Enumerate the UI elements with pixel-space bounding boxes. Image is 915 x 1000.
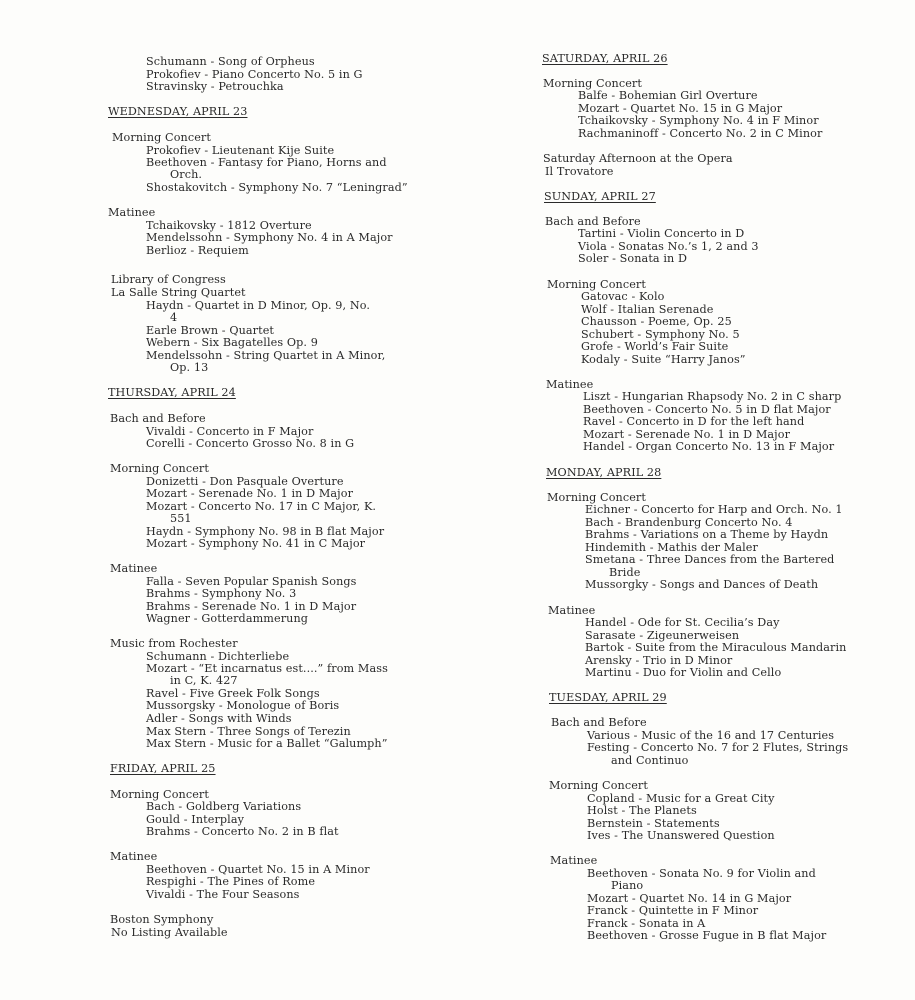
- program-line: Prokofiev - Piano Concerto No. 5 in G: [146, 68, 363, 81]
- section-heading: Bach and Before: [110, 412, 206, 425]
- program-line: Smetana - Three Dances from the Bartered: [585, 553, 835, 566]
- program-line: Beethoven - Fantasy for Piano, Horns and: [146, 156, 387, 169]
- program-line: Corelli - Concerto Grosso No. 8 in G: [146, 437, 355, 450]
- section-heading: Boston Symphony: [110, 913, 214, 926]
- program-line: Soler - Sonata in D: [578, 252, 688, 265]
- program-line: Wolf - Italian Serenade: [581, 303, 714, 316]
- program-line: Gould - Interplay: [146, 813, 245, 826]
- program-line: Respighi - The Pines of Rome: [146, 875, 316, 888]
- program-line-continuation: Op. 13: [170, 361, 209, 374]
- program-line: Brahms - Concerto No. 2 in B flat: [146, 825, 339, 838]
- program-line: Prokofiev - Lieutenant Kije Suite: [146, 144, 335, 157]
- program-line: Mussorgky - Songs and Dances of Death: [585, 578, 819, 591]
- program-line: Handel - Organ Concerto No. 13 in F Major: [583, 440, 835, 453]
- date-heading: WEDNESDAY, APRIL 23: [108, 105, 248, 118]
- program-line: Mozart - Quartet No. 15 in G Major: [578, 102, 783, 115]
- program-line: Gatovac - Kolo: [581, 290, 665, 303]
- program-line: Chausson - Poeme, Op. 25: [581, 315, 732, 328]
- section-heading: No Listing Available: [111, 926, 228, 939]
- section-heading: Matinee: [110, 850, 158, 863]
- program-line: Festing - Concerto No. 7 for 2 Flutes, Strings: [587, 741, 849, 754]
- section-heading: Morning Concert: [110, 788, 209, 801]
- section-heading: Morning Concert: [549, 779, 648, 792]
- section-heading: Music from Rochester: [110, 637, 238, 650]
- program-line: Beethoven - Quartet No. 15 in A Minor: [146, 863, 370, 876]
- program-line-continuation: Bride: [609, 566, 641, 579]
- program-line: Franck - Sonata in A: [587, 917, 706, 930]
- program-line: Viola - Sonatas No.’s 1, 2 and 3: [578, 240, 759, 253]
- program-line: Holst - The Planets: [587, 804, 697, 817]
- section-heading: Matinee: [546, 378, 594, 391]
- program-line: Adler - Songs with Winds: [146, 712, 292, 725]
- section-heading: La Salle String Quartet: [111, 286, 246, 299]
- program-line: Schumann - Song of Orpheus: [146, 55, 315, 68]
- program-line-continuation: 551: [170, 512, 192, 525]
- program-line: Kodaly - Suite “Harry Janos”: [581, 353, 746, 366]
- program-line: Mendelssohn - String Quartet in A Minor,: [146, 349, 386, 362]
- program-line: Berlioz - Requiem: [146, 244, 249, 257]
- program-line: Vivaldi - Concerto in F Major: [146, 425, 314, 438]
- program-line: Eichner - Concerto for Harp and Orch. No. 1: [585, 503, 843, 516]
- program-line: Donizetti - Don Pasquale Overture: [146, 475, 344, 488]
- program-line: Ravel - Five Greek Folk Songs: [146, 687, 320, 700]
- program-line: Balfe - Bohemian Girl Overture: [578, 89, 758, 102]
- section-heading: Bach and Before: [545, 215, 641, 228]
- program-line: Sarasate - Zigeunerweisen: [585, 629, 740, 642]
- program-line: Hindemith - Mathis der Maler: [585, 541, 758, 554]
- program-line: Brahms - Serenade No. 1 in D Major: [146, 600, 357, 613]
- program-line: Vivaldi - The Four Seasons: [146, 888, 300, 901]
- program-line-continuation: and Continuo: [611, 754, 689, 767]
- section-heading: Morning Concert: [547, 278, 646, 291]
- program-line: Mozart - Symphony No. 41 in C Major: [146, 537, 366, 550]
- program-line: Earle Brown - Quartet: [146, 324, 275, 337]
- program-line-continuation: Orch.: [170, 168, 203, 181]
- program-line-continuation: in C, K. 427: [170, 674, 238, 687]
- program-line: Beethoven - Grosse Fugue in B flat Major: [587, 929, 827, 942]
- program-line: Max Stern - Three Songs of Terezin: [146, 725, 351, 738]
- date-heading: THURSDAY, APRIL 24: [108, 386, 236, 399]
- program-line: Copland - Music for a Great City: [587, 792, 775, 805]
- date-heading: SATURDAY, APRIL 26: [542, 52, 668, 65]
- program-line: Falla - Seven Popular Spanish Songs: [146, 575, 357, 588]
- program-line: Mozart - Serenade No. 1 in D Major: [583, 428, 791, 441]
- date-heading: SUNDAY, APRIL 27: [544, 190, 656, 203]
- program-line-continuation: 4: [170, 311, 178, 324]
- section-heading: Morning Concert: [110, 462, 209, 475]
- program-line: Beethoven - Concerto No. 5 in D flat Major: [583, 403, 831, 416]
- date-heading: TUESDAY, APRIL 29: [549, 691, 667, 704]
- program-line: Stravinsky - Petrouchka: [146, 80, 284, 93]
- section-heading: Saturday Afternoon at the Opera: [543, 152, 733, 165]
- section-heading: Matinee: [550, 854, 598, 867]
- program-line: Beethoven - Sonata No. 9 for Violin and: [587, 867, 816, 880]
- program-line: Ravel - Concerto in D for the left hand: [583, 415, 805, 428]
- section-heading: Matinee: [108, 206, 156, 219]
- program-line: Brahms - Symphony No. 3: [146, 587, 297, 600]
- program-line: Liszt - Hungarian Rhapsody No. 2 in C sharp: [583, 390, 842, 403]
- program-line: Wagner - Gotterdammerung: [146, 612, 309, 625]
- program-line: Brahms - Variations on a Theme by Haydn: [585, 528, 829, 541]
- program-line: Franck - Quintette in F Minor: [587, 904, 759, 917]
- program-line: Bernstein - Statements: [587, 817, 720, 830]
- program-line: Mozart - “Et incarnatus est....” from Mass: [146, 662, 388, 675]
- program-line: Max Stern - Music for a Ballet “Galumph”: [146, 737, 388, 750]
- program-line: Mussorgsky - Monologue of Boris: [146, 699, 340, 712]
- program-line: Schubert - Symphony No. 5: [581, 328, 740, 341]
- program-line: Mozart - Quartet No. 14 in G Major: [587, 892, 792, 905]
- date-heading: MONDAY, APRIL 28: [546, 466, 662, 479]
- program-line: Bach - Goldberg Variations: [146, 800, 302, 813]
- program-line: Tartini - Violin Concerto in D: [578, 227, 745, 240]
- section-heading: Morning Concert: [547, 491, 646, 504]
- program-line: Arensky - Trio in D Minor: [585, 654, 733, 667]
- program-line: Shostakovitch - Symphony No. 7 “Leningrad”: [146, 181, 408, 194]
- section-heading: Morning Concert: [543, 77, 642, 90]
- program-line: Handel - Ode for St. Cecilia’s Day: [585, 616, 780, 629]
- program-line: Haydn - Quartet in D Minor, Op. 9, No.: [146, 299, 370, 312]
- program-line: Grofe - World’s Fair Suite: [581, 340, 729, 353]
- program-line: Mendelssohn - Symphony No. 4 in A Major: [146, 231, 393, 244]
- program-line: Mozart - Concerto No. 17 in C Major, K.: [146, 500, 377, 513]
- program-line: Martinu - Duo for Violin and Cello: [585, 666, 782, 679]
- program-line: Various - Music of the 16 and 17 Centuries: [587, 729, 835, 742]
- section-heading: Il Trovatore: [545, 165, 614, 178]
- program-line: Bartok - Suite from the Miraculous Mandarin: [585, 641, 847, 654]
- program-line: Schumann - Dichterliebe: [146, 650, 290, 663]
- program-line: Haydn - Symphony No. 98 in B flat Major: [146, 525, 385, 538]
- program-line: Bach - Brandenburg Concerto No. 4: [585, 516, 793, 529]
- program-line: Mozart - Serenade No. 1 in D Major: [146, 487, 354, 500]
- section-heading: Matinee: [110, 562, 158, 575]
- section-heading: Matinee: [548, 604, 596, 617]
- date-heading: FRIDAY, APRIL 25: [110, 762, 216, 775]
- program-line: Tchaikovsky - Symphony No. 4 in F Minor: [578, 114, 819, 127]
- section-heading: Bach and Before: [551, 716, 647, 729]
- section-heading: Morning Concert: [112, 131, 211, 144]
- program-line-continuation: Piano: [611, 879, 644, 892]
- program-line: Webern - Six Bagatelles Op. 9: [146, 336, 318, 349]
- section-heading: Library of Congress: [111, 273, 226, 286]
- program-line: Tchaikovsky - 1812 Overture: [146, 219, 312, 232]
- program-line: Rachmaninoff - Concerto No. 2 in C Minor: [578, 127, 823, 140]
- program-line: Ives - The Unanswered Question: [587, 829, 775, 842]
